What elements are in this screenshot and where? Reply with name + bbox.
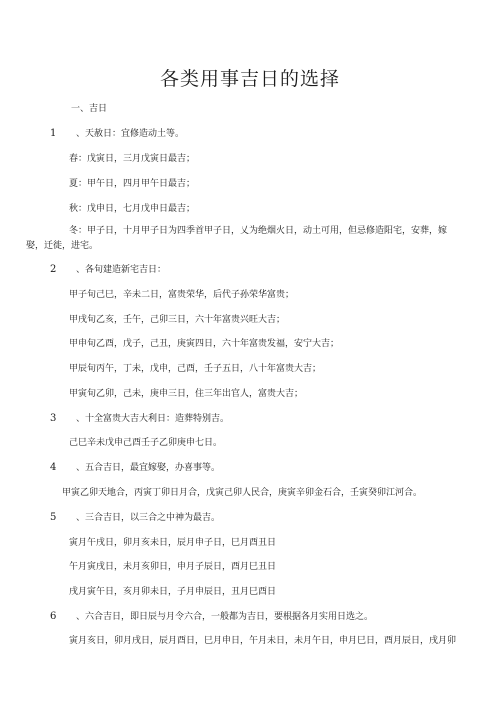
item-1-autumn: 秋：戊申日，七月戊申日最吉； — [69, 204, 196, 214]
item-6-line-1: 寅月亥日，卯月戌日，辰月酉日，巳月申日，午月未日，未月午日，申月巳日，酉月辰日，戌月卯 — [69, 636, 457, 646]
item-number-5: 5 — [50, 512, 57, 523]
item-2-heading: 、各旬建造新宅吉日： — [76, 265, 167, 275]
item-5-line-3: 戌月寅午日，亥月卯未日，子月申辰日，丑月巳酉日 — [69, 587, 277, 597]
page-title: 各类用事吉日的选择 — [159, 68, 340, 90]
section-heading-auspicious-days: 一、吉日 — [71, 104, 108, 114]
item-1-winter: 冬：甲子日，十月甲子日为四季首甲子日，乂为绝烟火日，动土可用，但忌修造阳宅，安葬，嫁娶，迁徙，进宅。 — [26, 226, 448, 251]
item-5-heading: 、三合吉日，以三合之中神为最吉。 — [76, 513, 221, 523]
item-1-summer: 夏：甲午日，四月甲午日最吉； — [69, 179, 196, 189]
item-number-3: 3 — [50, 413, 57, 424]
item-5-line-1: 寅月午戌日，卯月亥未日，辰月申子日，巳月酉丑日 — [69, 538, 277, 548]
item-3-line-1: 己巳辛未戊申己酉壬子乙卯庚申七日。 — [69, 438, 223, 448]
item-number-1: 1 — [50, 128, 57, 139]
item-4-line-1: 甲寅乙卯天地合，丙寅丁卯日月合，戊寅己卯人民合，庚寅辛卯金石合，壬寅癸卯江河合。 — [62, 488, 423, 498]
item-4-heading: 、五合吉日，最宜嫁娶，办喜事等。 — [76, 463, 221, 473]
item-number-6: 6 — [50, 611, 57, 622]
item-5-line-2: 午月寅戌日，未月亥卯日，申月子辰日，酉月巳丑日 — [69, 562, 277, 572]
item-1-spring: 春：戊寅日，三月戊寅日最吉； — [69, 154, 196, 164]
item-2-line-2: 甲戌旬乙亥，壬午，己卯三日，六十年富贵兴旺大吉； — [69, 315, 286, 325]
item-3-heading: 、十全富贵大吉大利日：造葬特别吉。 — [76, 414, 230, 424]
item-2-line-3: 甲申旬乙酉，戊子，己丑，庚寅四日，六十年富贵发福，安宁大吉； — [69, 339, 340, 349]
item-2-line-4: 甲辰旬丙午，丁未，戊申，己酉，壬子五日，八十年富贵大吉； — [69, 364, 322, 374]
item-number-4: 4 — [50, 462, 57, 473]
item-2-line-5: 甲寅旬乙卯，己未，庚申三日，住三年出官人，富贵大吉； — [69, 389, 304, 399]
item-1-heading: 、天赦日：宜修造动土等。 — [76, 129, 185, 139]
item-6-heading: 、六合吉日，即日辰与月令六合，一般都为吉日，要根据各月实用日选之。 — [76, 612, 374, 622]
item-number-2: 2 — [50, 264, 57, 275]
item-2-line-1: 甲子旬己巳，辛未二日，富贵荣华，后代子孙荣华富贵； — [69, 290, 295, 300]
